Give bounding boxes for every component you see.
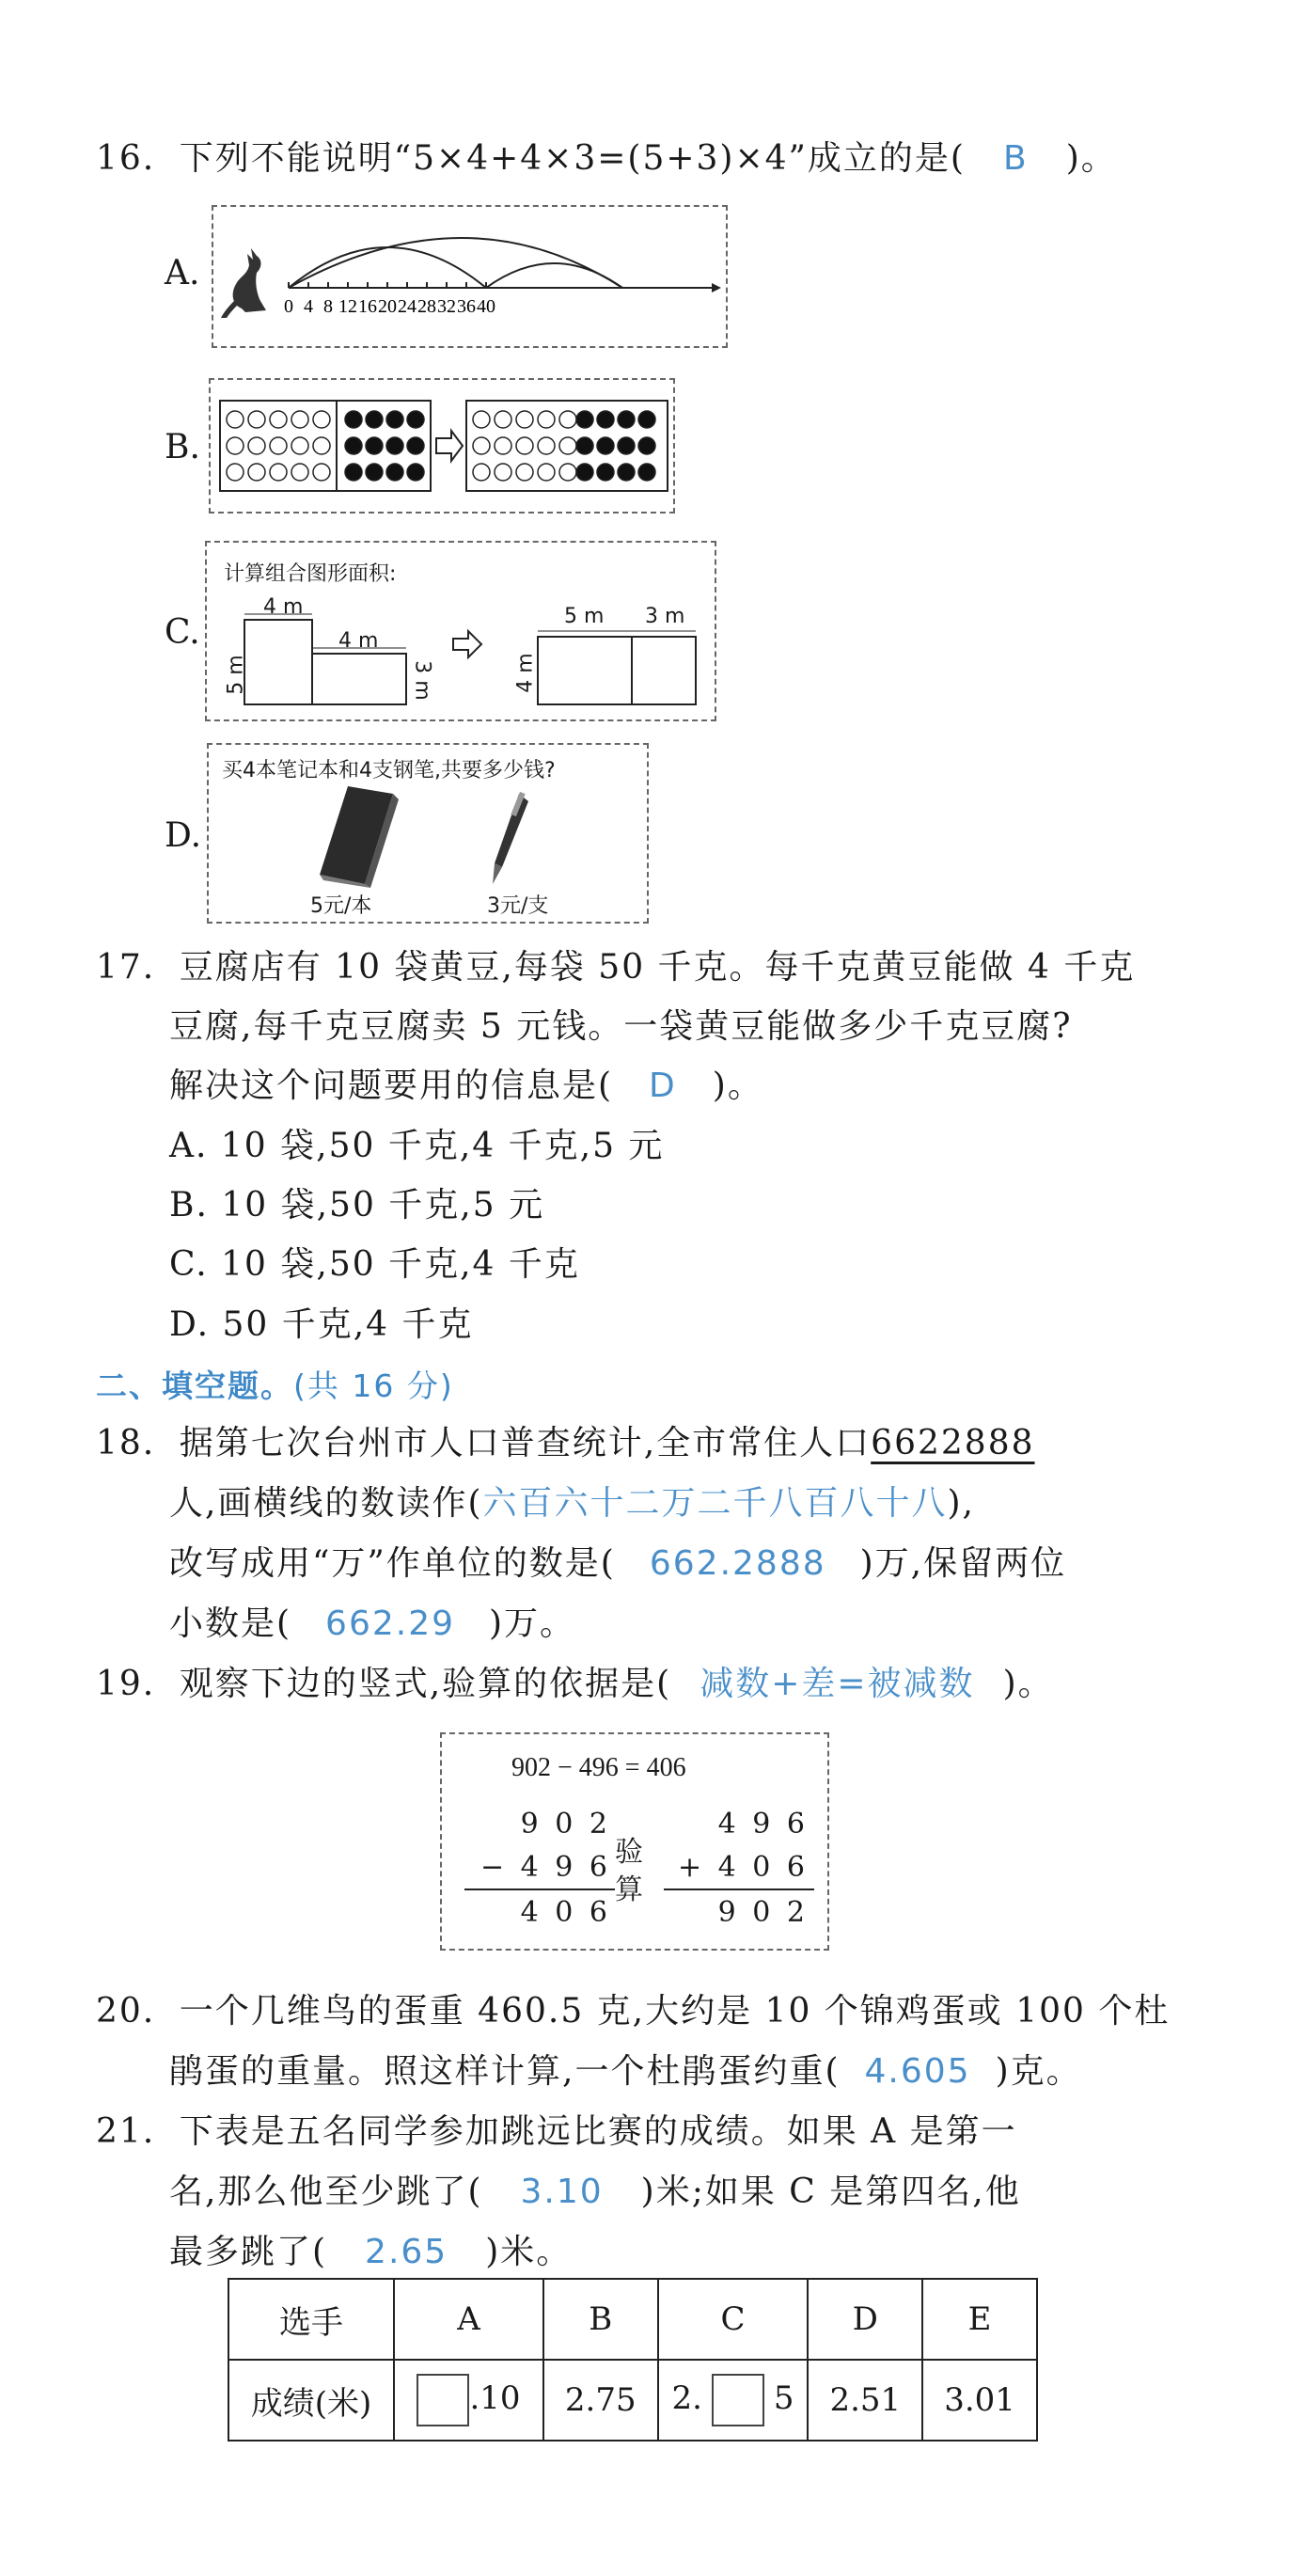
composite-shape-diagram	[207, 543, 715, 719]
right-arrow-icon	[453, 631, 481, 657]
q19-number: 19.	[96, 1665, 156, 1703]
q19-left-minuend: 9 0 2	[520, 1808, 611, 1841]
hollow-dot	[313, 464, 330, 481]
table-row	[228, 2360, 1037, 2441]
table-header-cell: A	[394, 2279, 543, 2360]
hollow-dot	[559, 411, 576, 428]
number-line-tick-label: 8	[323, 296, 333, 317]
q18-line2	[169, 1477, 975, 1525]
table-header-cell: B	[543, 2279, 658, 2360]
q20-text-end: )克。	[995, 2052, 1082, 2091]
q18-answer-2: 662.2888	[649, 1544, 826, 1583]
dim-label: 5 m	[224, 655, 248, 695]
number-line-tick-label: 12	[338, 296, 357, 317]
section-points: (共 16 分)	[293, 1367, 454, 1404]
blank-digit-box	[417, 2374, 469, 2426]
score-c-prefix: 2.	[671, 2379, 702, 2417]
number-line-diagram	[213, 207, 726, 346]
q17-line2: 豆腐,每千克豆腐卖 5 元钱。一袋黄豆能做多少千克豆腐?	[169, 1007, 1073, 1046]
pen-icon	[493, 792, 528, 884]
q16-option-c-label: C.	[165, 613, 200, 652]
dim-label: 5 m	[564, 605, 605, 628]
q17-option-b: B. 10 袋,50 千克,5 元	[169, 1186, 545, 1225]
dim-label: 4 m	[513, 653, 538, 693]
filled-dot	[366, 464, 383, 481]
q17-line3	[169, 1059, 763, 1107]
hollow-dot	[291, 464, 308, 481]
q16-number: 16.	[96, 139, 156, 178]
score-e-cell: 3.01	[922, 2360, 1037, 2441]
hollow-dot	[270, 437, 287, 454]
q21-text: 名,那么他至少跳了(	[169, 2173, 483, 2211]
q16-option-b-box	[209, 378, 675, 514]
hollow-dot	[495, 437, 511, 454]
q18-line1	[96, 1416, 1035, 1464]
q18-text-end: ),	[947, 1484, 976, 1523]
number-line-tick-label: 20	[378, 296, 397, 317]
filled-dot	[386, 437, 403, 454]
number-line-tick-label: 32	[437, 296, 456, 317]
q20-text: 一个几维鸟的蛋重 460.5 克,大约是 10 个锦鸡蛋或 100 个杜	[179, 1992, 1171, 2031]
q16-option-b-label: B.	[165, 428, 200, 466]
q19-stem	[96, 1657, 1054, 1705]
section-title: 二、填空题。	[96, 1367, 293, 1404]
hollow-dot	[538, 437, 555, 454]
q19-equation: 902 − 496 = 406	[511, 1753, 686, 1782]
q16-text-end: )。	[1065, 139, 1117, 178]
filled-dot	[407, 437, 424, 454]
filled-dot	[638, 411, 655, 428]
q17-answer: D	[649, 1067, 677, 1105]
notebook-price: 5元/本	[310, 894, 372, 918]
q19-text-end: )。	[1002, 1665, 1054, 1703]
q19-left-difference: 4 0 6	[520, 1896, 611, 1929]
hollow-dot	[516, 464, 533, 481]
hollow-dot	[538, 411, 555, 428]
q19-right-addend-1: 4 9 6	[717, 1808, 809, 1841]
q18-text: 人,画横线的数读作(	[169, 1484, 483, 1523]
q21-line1	[96, 2105, 1017, 2153]
q16-option-d-label: D.	[165, 816, 202, 855]
hollow-dot	[495, 464, 511, 481]
q21-line2	[169, 2165, 1021, 2213]
q20-line2	[169, 2045, 1082, 2093]
score-d-cell: 2.51	[808, 2360, 922, 2441]
section-2-heading	[96, 1362, 454, 1406]
q19-right-rule	[664, 1889, 814, 1890]
filled-dot	[386, 464, 403, 481]
filled-dot	[366, 437, 383, 454]
q17-number: 17.	[96, 948, 156, 987]
filled-dot	[407, 464, 424, 481]
q18-text: 据第七次台州市人口普查统计,全市常住人口	[179, 1424, 872, 1462]
number-line-tick-label: 40	[477, 296, 495, 317]
q16-option-c-box	[205, 541, 716, 721]
items-illustration	[209, 745, 647, 922]
filled-dot	[576, 411, 593, 428]
dim-label: 4 m	[338, 629, 379, 653]
q16-option-a-label: A.	[165, 254, 200, 292]
filled-dot	[597, 437, 614, 454]
hollow-dot	[473, 464, 490, 481]
hollow-dot	[291, 437, 308, 454]
filled-dot	[345, 437, 362, 454]
q19-left-rule	[464, 1889, 615, 1890]
hollow-dot	[473, 437, 490, 454]
q16-option-c-caption: 计算组合图形面积:	[224, 562, 397, 586]
q19-check-label: 算	[615, 1873, 643, 1906]
q17-text: 豆腐店有 10 袋黄豆,每袋 50 千克。每千克黄豆能做 4 千克	[179, 948, 1136, 987]
number-line-tick-label: 16	[358, 296, 377, 317]
dot-arrays-diagram	[211, 380, 673, 512]
hollow-dot	[248, 411, 265, 428]
number-line-tick-label: 36	[457, 296, 476, 317]
q18-text: 小数是(	[169, 1604, 292, 1643]
filled-dot	[638, 437, 655, 454]
q17-text-end: )。	[712, 1067, 763, 1105]
pen-price: 3元/支	[487, 894, 549, 918]
hollow-dot	[248, 464, 265, 481]
q16-stem	[96, 132, 1117, 180]
q19-text: 观察下边的竖式,验算的依据是(	[179, 1665, 672, 1703]
q18-answer-3: 662.29	[325, 1604, 456, 1643]
q16-option-d-caption: 买4本笔记本和4支钢笔,共要多少钱?	[222, 759, 556, 782]
kangaroo-icon	[221, 248, 266, 318]
filled-dot	[345, 464, 362, 481]
q18-line3	[169, 1537, 1066, 1585]
notebook-icon	[320, 786, 399, 888]
q21-number: 21.	[96, 2112, 156, 2151]
q17-option-c: C. 10 袋,50 千克,4 千克	[169, 1245, 580, 1284]
q18-text-end: )万。	[489, 1604, 576, 1643]
filled-dot	[407, 411, 424, 428]
filled-dot	[597, 411, 614, 428]
hollow-dot	[270, 464, 287, 481]
hollow-dot	[313, 437, 330, 454]
table-row-label: 成绩(米)	[228, 2360, 394, 2441]
filled-dot	[345, 411, 362, 428]
score-c-cell	[658, 2360, 809, 2441]
hollow-dot	[516, 411, 533, 428]
q19-vertical-calculation-box	[440, 1732, 829, 1951]
q21-answer-1: 3.10	[520, 2173, 604, 2211]
hollow-dot	[227, 411, 244, 428]
q19-right-addend-2: + 4 0 6	[677, 1851, 809, 1884]
q20-number: 20.	[96, 1992, 156, 2031]
q19-check-label: 验	[615, 1836, 643, 1869]
filled-dot	[638, 464, 655, 481]
filled-dot	[366, 411, 383, 428]
q16-text: 下列不能说明“5×4+4×3=(5+3)×4”成立的是(	[179, 139, 966, 178]
q19-right-sum: 9 0 2	[717, 1896, 809, 1929]
q18-line4	[169, 1597, 575, 1645]
dim-label: 4 m	[263, 595, 304, 619]
q18-answer-1: 六百六十二万二千八百八十八	[482, 1484, 948, 1523]
hollow-dot	[516, 437, 533, 454]
score-c-suffix: 5	[773, 2379, 794, 2417]
score-b-cell: 2.75	[543, 2360, 658, 2441]
q16-option-d-box	[207, 743, 649, 924]
number-line-tick-label: 24	[398, 296, 417, 317]
hollow-dot	[559, 464, 576, 481]
hollow-dot	[227, 464, 244, 481]
q17-text: 解决这个问题要用的信息是(	[169, 1067, 614, 1105]
hollow-dot	[291, 411, 308, 428]
hollow-dot	[473, 411, 490, 428]
dim-label: 3 m	[410, 660, 434, 701]
q21-text: 最多跳了(	[169, 2233, 328, 2271]
q21-text-end: )米;如果 C 是第四名,他	[640, 2173, 1021, 2211]
dim-label: 3 m	[645, 605, 685, 628]
long-jump-score-table	[228, 2278, 1038, 2442]
q21-answer-2: 2.65	[365, 2233, 448, 2271]
blank-digit-box	[712, 2374, 764, 2426]
table-header-row	[228, 2279, 1037, 2360]
q16-option-a-box	[212, 205, 728, 348]
filled-dot	[576, 437, 593, 454]
hollow-dot	[538, 464, 555, 481]
number-line-tick-label: 4	[304, 296, 313, 317]
q16-answer: B	[1002, 139, 1029, 178]
hollow-dot	[495, 411, 511, 428]
q21-text: 下表是五名同学参加跳远比赛的成绩。如果 A 是第一	[179, 2112, 1017, 2151]
filled-dot	[386, 411, 403, 428]
q17-line1	[96, 940, 1135, 988]
table-header-cell: C	[658, 2279, 809, 2360]
filled-dot	[597, 464, 614, 481]
filled-dot	[618, 464, 635, 481]
q18-number: 18.	[96, 1424, 156, 1462]
table-header-cell: D	[808, 2279, 922, 2360]
number-line-tick-label: 28	[417, 296, 436, 317]
q18-underlined-number: 6622888	[871, 1424, 1035, 1462]
hollow-dot	[227, 437, 244, 454]
q18-text-end: )万,保留两位	[859, 1544, 1067, 1583]
q21-line3	[169, 2225, 572, 2273]
q19-answer: 减数+差=被减数	[700, 1665, 975, 1703]
q17-option-d: D. 50 千克,4 千克	[169, 1305, 474, 1344]
filled-dot	[576, 464, 593, 481]
q20-line1	[96, 1984, 1170, 2032]
table-header-cell: 选手	[228, 2279, 394, 2360]
score-a-suffix: .10	[469, 2379, 521, 2417]
filled-dot	[618, 411, 635, 428]
hollow-dot	[313, 411, 330, 428]
score-a-cell	[394, 2360, 543, 2441]
hollow-dot	[559, 437, 576, 454]
number-line-tick-label: 0	[284, 296, 293, 317]
q21-text-end: )米。	[485, 2233, 573, 2271]
hollow-dot	[270, 411, 287, 428]
q19-left-subtrahend: − 4 9 6	[479, 1851, 611, 1884]
q20-answer: 4.605	[864, 2052, 971, 2091]
hollow-dot	[248, 437, 265, 454]
q17-option-a: A. 10 袋,50 千克,4 千克,5 元	[169, 1127, 665, 1165]
right-arrow-icon	[436, 431, 463, 461]
filled-dot	[618, 437, 635, 454]
q20-text: 鹃蛋的重量。照这样计算,一个杜鹃蛋约重(	[169, 2052, 841, 2091]
table-header-cell: E	[922, 2279, 1037, 2360]
q18-text: 改写成用“万”作单位的数是(	[169, 1544, 616, 1583]
